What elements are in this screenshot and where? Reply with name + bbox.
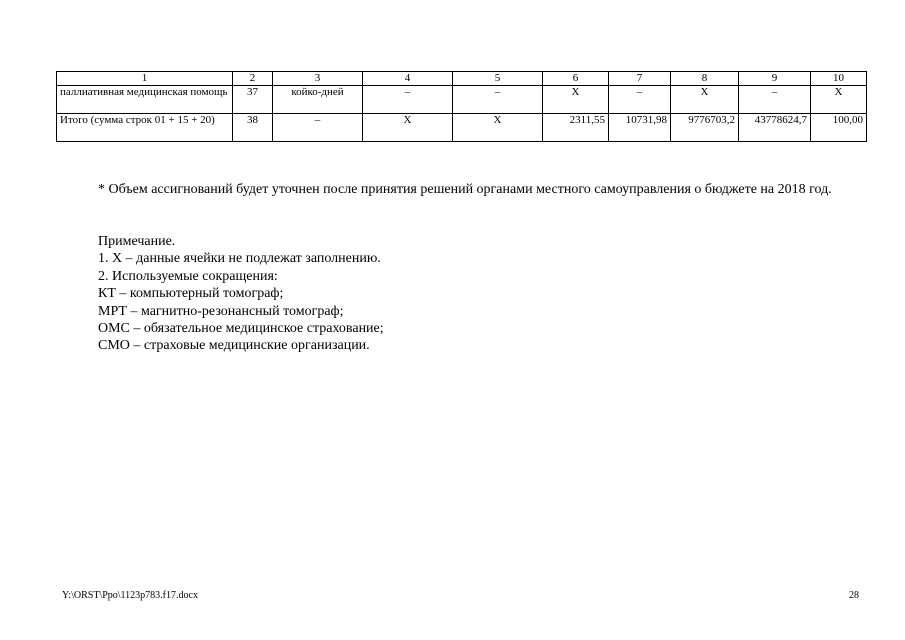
header-cell: 4 <box>363 72 453 86</box>
note-line: ОМС – обязательное медицинское страхование; <box>98 321 384 337</box>
table-row <box>57 86 867 114</box>
table-cell: 10731,98 <box>609 114 671 142</box>
table-cell: 37 <box>233 86 273 114</box>
table-cell: 43778624,7 <box>739 114 811 142</box>
note-line: КТ – компьютерный томограф; <box>98 286 284 302</box>
table-cell: 2311,55 <box>543 114 609 142</box>
table-cell: Х <box>671 86 739 114</box>
table-cell: – <box>363 86 453 114</box>
header-cell: 6 <box>543 72 609 86</box>
table-cell: – <box>453 86 543 114</box>
footnote: * Объем ассигнований будет уточнен после принятия решений органами местного самоуправления о бюджете на 2018 год. <box>98 182 832 197</box>
header-cell: 1 <box>57 72 233 86</box>
note-line: СМО – страховые медицинские организации. <box>98 338 370 354</box>
table-cell: койко-дней <box>273 86 363 114</box>
table-cell: 100,00 <box>811 114 867 142</box>
note-line: МРТ – магнитно-резонансный томограф; <box>98 303 344 319</box>
page-number: 28 <box>849 590 859 601</box>
table-header-row <box>57 72 867 86</box>
header-cell: 10 <box>811 72 867 86</box>
header-cell: 3 <box>273 72 363 86</box>
footer-file-path: Y:\ORST\Ppo\1123p783.f17.docx <box>62 590 198 601</box>
table-cell: Х <box>543 86 609 114</box>
note-line: 1. Х – данные ячейки не подлежат заполнению. <box>98 251 381 267</box>
table-cell: Х <box>363 114 453 142</box>
header-cell: 9 <box>739 72 811 86</box>
note-line: 2. Используемые сокращения: <box>98 268 278 284</box>
header-cell: 2 <box>233 72 273 86</box>
table-cell: – <box>273 114 363 142</box>
header-cell: 7 <box>609 72 671 86</box>
row-label: Итого (сумма строк 01 + 15 + 20) <box>57 114 233 142</box>
table-row <box>57 114 867 142</box>
table-cell: – <box>609 86 671 114</box>
notes-title: Примечание. <box>98 234 176 249</box>
table-cell: 38 <box>233 114 273 142</box>
table-cell: Х <box>453 114 543 142</box>
table-cell: – <box>739 86 811 114</box>
table-cell: 9776703,2 <box>671 114 739 142</box>
table-cell: Х <box>811 86 867 114</box>
notes-section <box>62 233 384 355</box>
summary-table <box>56 71 867 142</box>
header-cell: 8 <box>671 72 739 86</box>
header-cell: 5 <box>453 72 543 86</box>
row-label: паллиативная медицинская помощь <box>57 86 233 114</box>
